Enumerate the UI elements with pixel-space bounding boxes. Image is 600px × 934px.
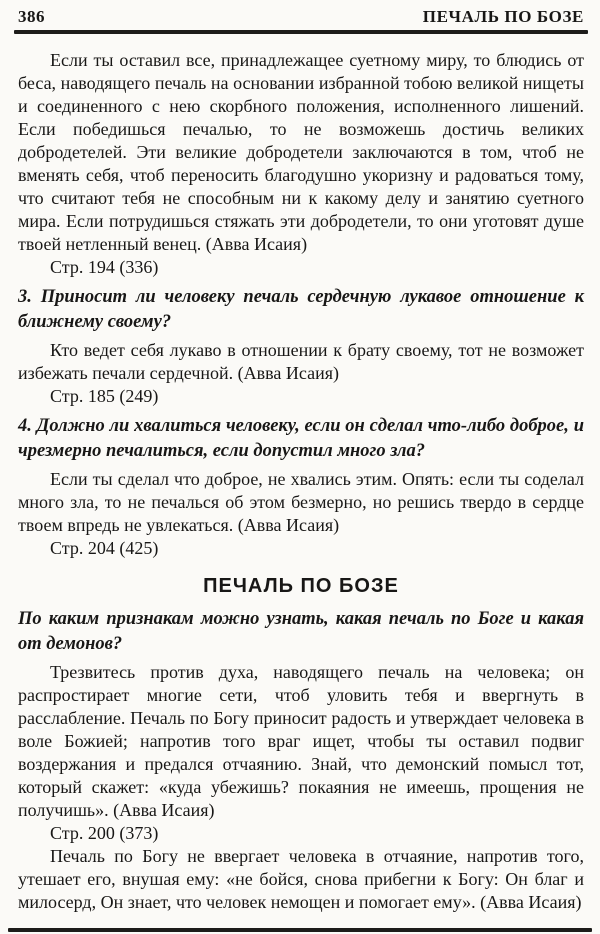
paragraph: Кто ведет себя лукаво в отношении к брату своему, тот не возможет избежать печали сердечной. (Авва Исаия) [18, 340, 584, 383]
page-reference: Стр. 200 (373) [50, 823, 159, 843]
question-heading: 4. Должно ли хвалиться человеку, если он сделал что-либо доброе, и чрезмерно печалиться, если допустил много зла? [18, 416, 584, 461]
question-heading: По каким признакам можно узнать, какая печаль по Боге и какая от демонов? [18, 609, 584, 654]
section-heading: ПЕЧАЛЬ ПО БОЗЕ [203, 575, 399, 597]
page-number: 386 [18, 7, 45, 26]
footer-rule [8, 928, 592, 932]
paragraph: Трезвитесь против духа, наводящего печаль на человека; он распростирает многие сети, чтоб уловить тебя и ввергнуть в расслабление. Печаль по Богу приносит радость и утверждает человека в воле Божией; напротив того враг ищет, чтобы ты оставил подвиг воздержания и предался отчаянию. Знай, что демонский помысл тот, который скажет: «куда убежишь? покаяния не имеешь, прощения не получишь». (Авва Исаия) [18, 662, 584, 820]
question-heading: 3. Приносит ли человеку печаль сердечную лукавое отношение к ближнему своему? [18, 287, 584, 332]
page-reference: Стр. 194 (336) [50, 257, 159, 277]
page-reference: Стр. 204 (425) [50, 538, 159, 558]
page-header [0, 0, 600, 27]
page-reference: Стр. 185 (249) [50, 386, 159, 406]
paragraph: Печаль по Богу не ввергает человека в отчаяние, напротив того, утешает его, внушая ему: «не бойся, снова прибегни к Богу: Он благ и милосерд, Он знает, что человек немощен и помогает ему». (Авва Исаия) [18, 846, 584, 912]
paragraph: Если ты оставил все, принадлежащее суетному миру, то блюдись от беса, наводящего печаль на основании избранной тобою великой нищеты и соединенного с нею скорбного положения, исполненного лишений. Если победишься печалью, то не возможешь достичь великих добродетелей. Эти великие добродетели заключаются в том, чтоб не вменять себя, чтоб переносить благодушно укоризну и радоваться тому, что считают тебя не способным ни к какому делу и занятию суетного мира. Если потрудишься стяжать эти добродетели, то они уготовят душе твоей нетленный венец. (Авва Исаия) [18, 50, 584, 254]
running-title: ПЕЧАЛЬ ПО БОЗЕ [422, 7, 584, 26]
page-body [0, 34, 600, 914]
paragraph: Если ты сделал что доброе, не хвались этим. Опять: если ты соделал много зла, то не печалься об этом безмерно, но решись твердо в сердце твоем впредь не увлекаться. (Авва Исаия) [18, 469, 584, 535]
